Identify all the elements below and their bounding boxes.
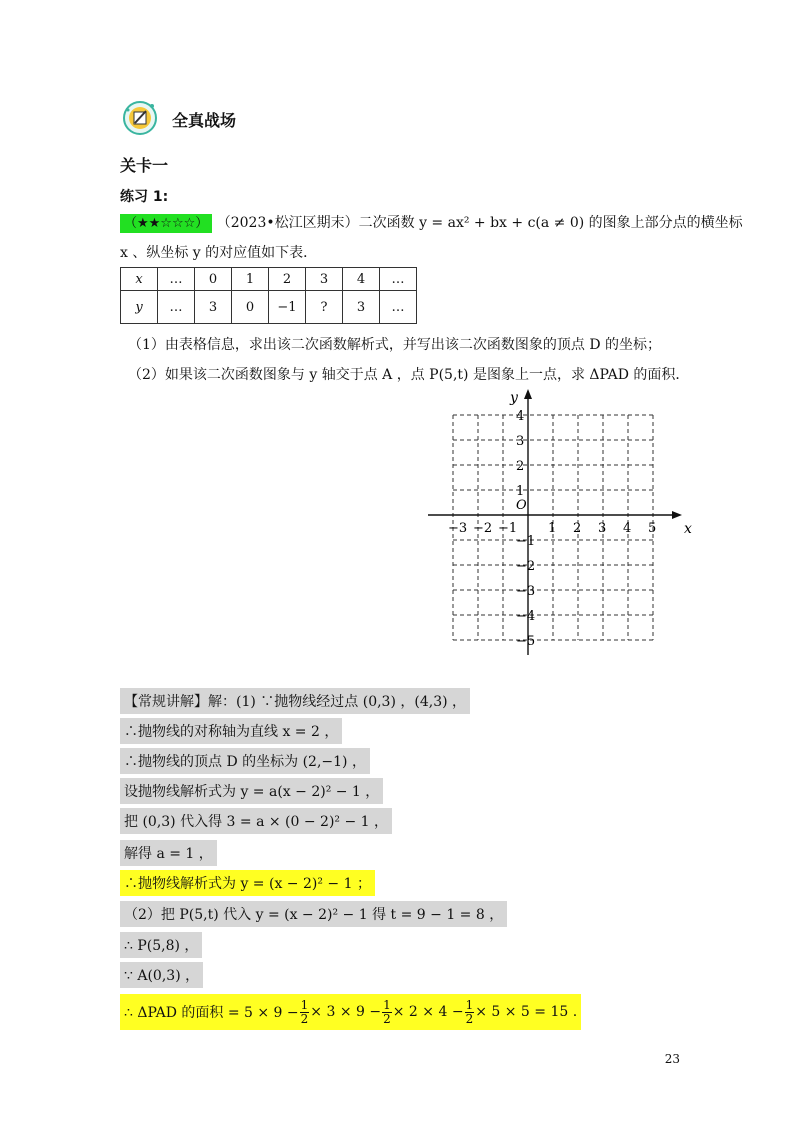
- table-cell: 1: [232, 268, 269, 291]
- x-tick-label: −1: [498, 521, 518, 536]
- y-tick-label: 1: [516, 484, 525, 499]
- table-cell: −1: [269, 291, 306, 324]
- table-cell: 0: [232, 291, 269, 324]
- solution-line: ∵ A(0,3) ，: [120, 962, 203, 988]
- header-icon: [122, 100, 158, 136]
- section-title: 全真战场: [172, 111, 237, 130]
- fraction: [465, 999, 475, 1026]
- table-cell: 3: [195, 291, 232, 324]
- x-tick-label: −3: [448, 521, 468, 536]
- y-tick-label: 2: [516, 459, 525, 474]
- solution-line: （2）把 P(5,t) 代入 y = (x − 2)² − 1 得 t = 9 − 1 = 8 ，: [120, 901, 507, 927]
- fraction: [382, 999, 392, 1026]
- solution-line: 设抛物线解析式为 y = a(x − 2)² − 1 ，: [120, 778, 383, 804]
- final-term-1: × 3 × 9 −: [310, 1004, 382, 1020]
- x-axis-label: x: [684, 521, 692, 537]
- final-term-3: × 5 × 5 = 15 .: [475, 1004, 578, 1020]
- solution-line: ∴抛物线的顶点 D 的坐标为 (2,−1) ，: [120, 748, 370, 774]
- final-prefix: ∴ ΔPAD 的面积 = 5 × 9 −: [124, 1005, 299, 1021]
- fraction-numerator: 1: [300, 997, 309, 1012]
- problem-line-2: x 、纵坐标 y 的对应值如下表．: [120, 245, 318, 261]
- y-axis-label: y: [510, 390, 518, 406]
- solution-line: ∴ P(5,8) ，: [120, 932, 202, 958]
- fraction-denominator: 2: [383, 1011, 391, 1026]
- table-cell: …: [380, 291, 417, 324]
- x-axis-arrow: [672, 511, 682, 519]
- final-term-2: × 2 × 4 −: [392, 1004, 464, 1020]
- fraction-denominator: 2: [300, 1011, 309, 1026]
- question-1: （1）由表格信息，求出该二次函数解析式，并写出该二次函数图象的顶点 D 的坐标；: [128, 337, 662, 353]
- y-axis-arrow: [524, 389, 532, 399]
- axis-labels: [448, 390, 692, 649]
- table-cell: 4: [343, 268, 380, 291]
- table-cell: ?: [306, 291, 343, 324]
- table-cell: …: [158, 268, 195, 291]
- solution-line: 解得 a = 1 ，: [120, 840, 217, 866]
- solution-line: 把 (0,3) 代入得 3 = a × (0 − 2)² − 1 ，: [120, 808, 392, 834]
- table-cell: 0: [195, 268, 232, 291]
- table-cell: …: [380, 268, 417, 291]
- problem-text-1: （2023•松江区期末）二次函数 y = ax² + bx + c(a ≠ 0) 的图象上部分点的横坐标: [216, 215, 743, 231]
- table-cell: 3: [306, 268, 343, 291]
- table-cell: 3: [343, 291, 380, 324]
- x-tick-label: 4: [623, 521, 632, 536]
- exercise-label: 练习 1:: [120, 189, 169, 205]
- coordinate-grid: [425, 388, 692, 668]
- origin-label: O: [516, 498, 527, 513]
- y-tick-label: 4: [516, 409, 525, 424]
- solution-line-highlight: ∴抛物线解析式为 y = (x − 2)² − 1 ；: [120, 870, 375, 896]
- y-tick-label: −4: [516, 609, 536, 624]
- value-table: [120, 267, 417, 324]
- table-cell: …: [158, 291, 195, 324]
- difficulty-badge: （★★☆☆☆）: [120, 214, 212, 233]
- page-number: 23: [664, 1052, 680, 1066]
- x-tick-label: 1: [548, 521, 557, 536]
- table-row-x: [121, 268, 417, 291]
- fraction-denominator: 2: [465, 1011, 474, 1026]
- y-tick-label: −2: [516, 559, 536, 574]
- table-cell: 2: [269, 268, 306, 291]
- solution-line: 【常规讲解】解：(1) ∵抛物线经过点 (0,3) ，(4,3) ，: [120, 688, 470, 714]
- y-tick-label: −3: [516, 584, 536, 599]
- x-tick-label: 2: [573, 521, 582, 536]
- x-tick-label: −2: [473, 521, 493, 536]
- table-cell: y: [121, 291, 158, 324]
- fraction-numerator: 1: [383, 997, 391, 1012]
- y-tick-label: −5: [516, 634, 536, 649]
- pencil-note-icon: [122, 100, 158, 136]
- table-row-y: [121, 291, 417, 324]
- level-heading: 关卡一: [120, 156, 169, 175]
- final-answer: [120, 994, 581, 1030]
- fraction: [300, 999, 310, 1026]
- y-tick-label: 3: [516, 434, 525, 449]
- x-tick-label: 3: [598, 521, 607, 536]
- problem-line-1: [120, 212, 743, 232]
- solution-line: ∴抛物线的对称轴为直线 x = 2 ，: [120, 718, 342, 744]
- y-tick-label: −1: [516, 534, 536, 549]
- table-cell: x: [121, 268, 158, 291]
- fraction-numerator: 1: [465, 997, 474, 1012]
- question-2: （2）如果该二次函数图象与 y 轴交于点 A ，点 P(5,t) 是图象上一点，求 ΔPAD 的面积．: [128, 367, 690, 383]
- x-tick-label: 5: [648, 521, 657, 536]
